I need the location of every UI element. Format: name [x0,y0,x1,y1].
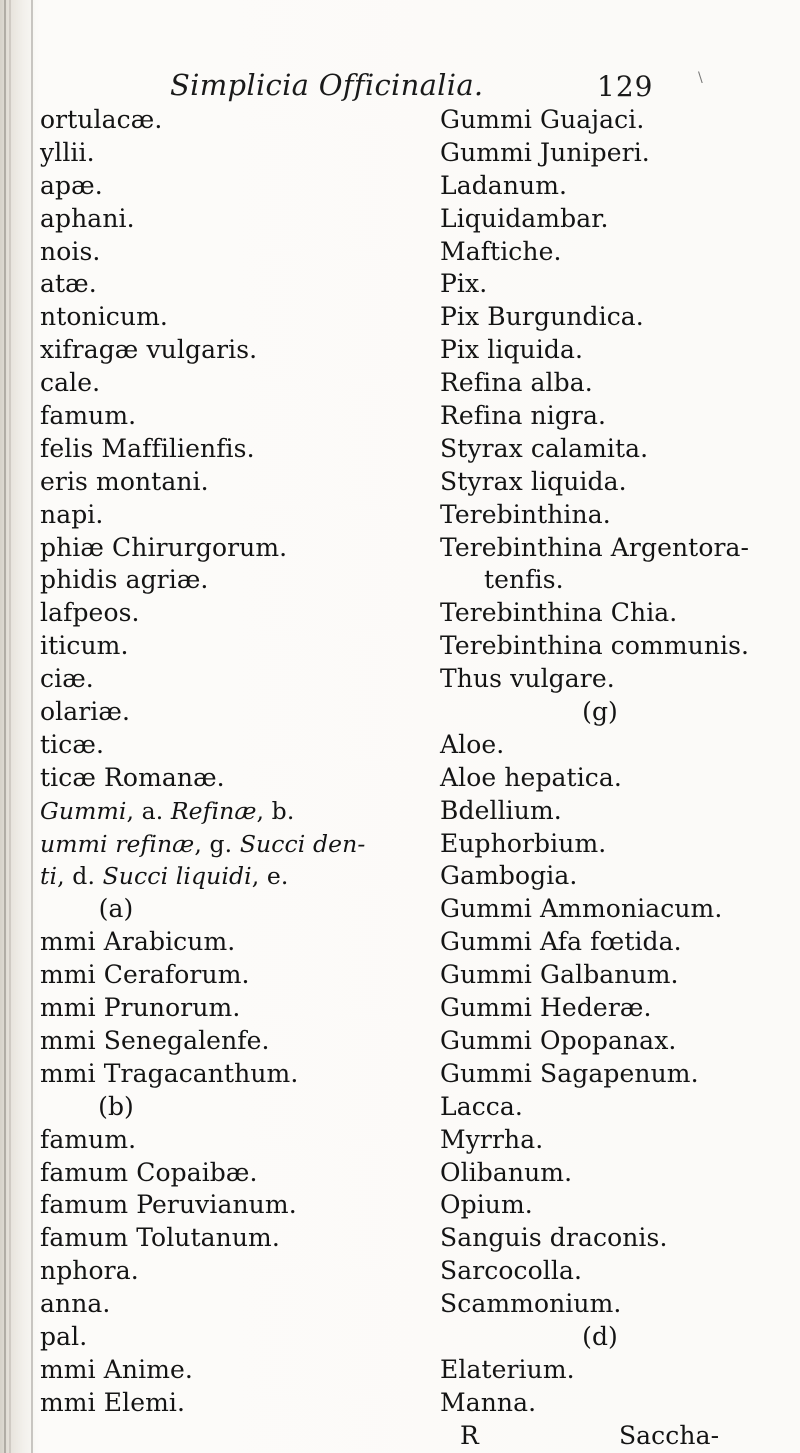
left-column-list [40,104,380,1420]
list-item: Terebinthina communis. [440,631,750,661]
list-item: Euphorbium. [440,828,607,858]
list-item: ortulacæ. [40,105,163,134]
list-item: Maftiche. [440,236,562,266]
legend-italic-text: ti [40,862,58,891]
list-item: Pix. [440,269,488,299]
legend-plain-text: , g. [194,829,240,858]
legend-plain-text: , e. [251,862,289,891]
signature-mark: R [460,1420,479,1450]
legend-italic-text: Succi liquidi [102,862,252,891]
list-item: ticæ Romanæ. [40,762,225,792]
list-item: mmi Ceraforum. [40,960,250,990]
list-item: Gummi Galbanum. [440,960,679,990]
list-item: Olibanum. [440,1157,573,1187]
legend-plain-text: , a. [126,796,171,825]
list-item: xifragæ vulgaris. [40,335,258,365]
list-item: Terebinthina. [440,499,611,529]
list-item: ciæ. [40,664,94,694]
list-item: Gambogia. [440,861,578,891]
list-item: Refina alba. [440,368,593,398]
running-head-title: Simplicia Officinalia. [170,68,484,102]
list-item: Refina nigra. [440,401,607,431]
list-item: phiæ Chirurgorum. [40,532,288,562]
list-item: phidis agriæ. [40,565,209,595]
list-item: nois. [40,236,101,266]
list-item: mmi Senegalenfe. [40,1025,270,1055]
list-item: mmi Tragacanthum. [40,1058,299,1088]
list-item: Styrax calamita. [440,433,649,463]
list-item: Gummi Hederæ. [440,993,652,1023]
list-item: olariæ. [40,697,131,727]
list-item: Gummi Ammoniacum. [440,894,723,924]
key-legend-line [40,828,380,861]
list-item: cale. [40,368,101,398]
list-item: aphani. [40,203,135,233]
list-item: Ladanum. [440,170,568,200]
binding-edge-line [4,0,6,1453]
catchword: Saccha- [618,1420,720,1450]
list-item: iticum. [40,631,129,661]
list-item: ntonicum. [40,302,168,332]
legend-italic-text: Succi den- [239,829,366,858]
list-item: Lacca. [440,1091,523,1121]
list-item: famum. [40,401,137,431]
key-legend-line [40,860,380,893]
list-item: Manna. [440,1387,537,1417]
list-item: anna. [40,1289,111,1319]
list-item: felis Maffilienfis. [40,433,255,463]
list-item: Pix liquida. [440,335,584,365]
legend-plain-text: , d. [57,862,103,891]
list-item: mmi Elemi. [40,1387,186,1417]
list-item: Gummi Opopanax. [440,1025,677,1055]
list-item: Gummi Afa fœtida. [440,927,682,957]
list-item: Aloe. [440,729,505,759]
binding-edge-line [31,0,33,1453]
section-heading: (a) [98,894,134,924]
right-column-list [440,104,775,1453]
page-number: 129 [597,70,654,103]
list-item: eris montani. [40,466,209,496]
catchword-line [440,1420,775,1453]
list-item: lafpeos. [40,598,140,628]
list-item: Terebinthina Chia. [440,598,678,628]
list-item: Gummi Sagapenum. [440,1058,699,1088]
list-item: Myrrha. [440,1124,544,1154]
legend-italic-text: Gummi [40,796,127,825]
section-heading: (b) [98,1091,134,1121]
list-item: Liquidambar. [440,203,609,233]
list-item: nphora. [40,1256,139,1286]
list-item: famum. [40,1124,137,1154]
list-item: Aloe hepatica. [440,762,622,792]
list-item: Thus vulgare. [440,664,615,694]
list-item: Terebinthina Argentora- [440,532,750,562]
list-item: tenfis. [484,565,564,595]
list-item: Styrax liquida. [440,466,627,496]
page-gutter-shadow [0,0,36,1453]
list-item: famum Peruvianum. [40,1190,297,1220]
legend-italic-text: Refinæ [170,796,257,825]
list-item: mmi Prunorum. [40,993,241,1023]
legend-plain-text: , b. [256,796,295,825]
list-item: famum Copaibæ. [40,1157,258,1187]
list-item: pal. [40,1321,88,1351]
list-item: Gummi Juniperi. [440,137,650,167]
list-item: mmi Anime. [40,1354,193,1384]
section-heading: (d) [582,1321,618,1351]
list-item: Opium. [440,1190,533,1220]
list-item: Sarcocolla. [440,1256,583,1286]
binding-edge-line [9,0,11,1453]
list-item: Bdellium. [440,795,562,825]
section-heading: (g) [582,697,618,727]
list-item: Elaterium. [440,1354,575,1384]
list-item: Pix Burgundica. [440,302,644,332]
list-item: ticæ. [40,729,104,759]
list-item: napi. [40,499,104,529]
key-legend-line [40,795,380,828]
list-item: Gummi Guajaci. [440,105,645,134]
list-item: mmi Arabicum. [40,927,236,957]
list-item: Sanguis draconis. [440,1223,668,1253]
legend-italic-text: ummi refinæ [40,829,195,858]
list-item: atæ. [40,269,97,299]
corner-mark: \ [698,70,703,86]
list-item: Scammonium. [440,1289,622,1319]
list-item: yllii. [40,137,95,167]
list-item: famum Tolutanum. [40,1223,280,1253]
list-item: apæ. [40,170,103,200]
